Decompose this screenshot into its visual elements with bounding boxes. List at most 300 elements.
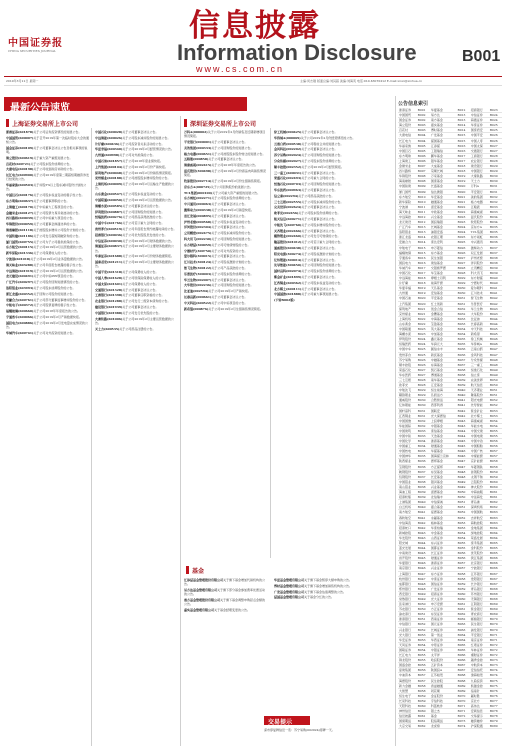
index-page[interactable]: B035 [456,337,469,342]
index-page[interactable]: B037 [417,474,430,479]
index-page[interactable]: B043 [417,530,430,535]
index-page[interactable]: B066 [489,561,502,566]
index-page[interactable]: B045 [456,439,469,444]
index-page[interactable]: B073 [489,658,502,663]
index-page[interactable]: B031 [417,408,430,413]
index-page[interactable]: B039 [456,383,469,388]
index-page[interactable]: B048 [417,581,430,586]
index-page[interactable]: B062 [456,617,469,622]
index-page[interactable]: B060 [489,479,502,484]
index-page[interactable]: B034 [417,444,430,449]
index-page[interactable]: B052 [456,510,469,515]
index-page[interactable]: B067 [489,571,502,576]
index-page[interactable]: B020 [417,296,430,301]
index-page[interactable]: B027 [489,143,502,148]
index-page[interactable]: B019 [417,286,430,291]
index-page[interactable]: B019 [456,174,469,179]
index-page[interactable]: B076 [489,693,502,698]
index-page[interactable]: B065 [456,647,469,652]
index-page[interactable]: B025 [489,123,502,128]
index-page[interactable]: B067 [489,576,502,581]
index-page[interactable]: B048 [456,474,469,479]
index-page[interactable]: B063 [489,520,502,525]
index-page[interactable]: B015 [417,250,430,255]
index-page[interactable]: B029 [417,393,430,398]
index-page[interactable]: B054 [417,642,430,647]
index-page[interactable]: B062 [489,505,502,510]
index-page[interactable]: B074 [456,724,469,729]
index-page[interactable]: B017 [456,158,469,163]
index-page[interactable]: B065 [489,551,502,556]
index-page[interactable]: B067 [456,668,469,673]
index-page[interactable]: B008 [417,179,430,184]
index-page[interactable]: B061 [417,714,430,719]
index-page[interactable]: B031 [417,413,430,418]
index-page[interactable]: B016 [456,143,469,148]
index-page[interactable]: B016 [417,260,430,265]
index-page[interactable]: B066 [489,556,502,561]
index-page[interactable]: B029 [489,169,502,174]
index-page[interactable]: B053 [489,413,502,418]
index-page[interactable]: B069 [456,688,469,693]
index-page[interactable]: B060 [417,709,430,714]
index-page[interactable]: B050 [489,383,502,388]
index-page[interactable]: B037 [489,245,502,250]
index-page[interactable]: B041 [489,291,502,296]
index-page[interactable]: B026 [417,357,430,362]
index-page[interactable]: B022 [456,204,469,209]
index-page[interactable]: B021 [417,306,430,311]
index-page[interactable]: B020 [456,189,469,194]
index-page[interactable]: B066 [456,653,469,658]
index-page[interactable]: B052 [489,398,502,403]
index-page[interactable]: B030 [489,179,502,184]
index-page[interactable]: B064 [489,535,502,540]
index-page[interactable]: B030 [417,403,430,408]
index-page[interactable]: B056 [417,668,430,673]
index-page[interactable]: B047 [456,459,469,464]
index-page[interactable]: B011 [417,204,430,209]
index-page[interactable]: B049 [417,597,430,602]
index-page[interactable]: B024 [456,230,469,235]
index-page[interactable]: B040 [456,388,469,393]
index-page[interactable]: B031 [456,296,469,301]
index-page[interactable]: B048 [456,469,469,474]
index-page[interactable]: B013 [417,225,430,230]
index-page[interactable]: B051 [417,617,430,622]
index-page[interactable]: B015 [456,133,469,138]
index-page[interactable]: B035 [489,225,502,230]
index-page[interactable]: B055 [417,658,430,663]
index-page[interactable]: B071 [489,637,502,642]
index-page[interactable]: B055 [417,653,430,658]
index-page[interactable]: B057 [456,561,469,566]
index-page[interactable]: B023 [456,214,469,219]
index-page[interactable]: B063 [489,515,502,520]
index-page[interactable]: B061 [456,607,469,612]
index-page[interactable]: B028 [489,158,502,163]
index-page[interactable]: B053 [417,637,430,642]
index-page[interactable]: B032 [489,199,502,204]
index-page[interactable]: B022 [456,209,469,214]
index-page[interactable]: B040 [456,393,469,398]
index-page[interactable]: B049 [456,479,469,484]
index-page[interactable]: B024 [456,225,469,230]
index-page[interactable]: B059 [417,698,430,703]
index-page[interactable]: B069 [456,683,469,688]
index-page[interactable]: B005 [417,143,430,148]
index-page[interactable]: B065 [489,546,502,551]
index-page[interactable]: B047 [489,347,502,352]
index-page[interactable]: B055 [489,428,502,433]
index-page[interactable]: B047 [456,464,469,469]
index-page[interactable]: B063 [489,510,502,515]
index-page[interactable]: B055 [456,540,469,545]
index-page[interactable]: B023 [489,108,502,113]
index-page[interactable]: B038 [489,260,502,265]
index-page[interactable]: B029 [456,276,469,281]
index-page[interactable]: B026 [489,138,502,143]
index-page[interactable]: B070 [456,693,469,698]
index-page[interactable]: B023 [417,327,430,332]
index-page[interactable]: B046 [456,449,469,454]
index-page[interactable]: B014 [456,128,469,133]
index-page[interactable]: B015 [456,138,469,143]
index-page[interactable]: B016 [417,255,430,260]
index-page[interactable]: B053 [417,632,430,637]
index-page[interactable]: B013 [417,230,430,235]
index-page[interactable]: B028 [417,377,430,382]
index-page[interactable]: B039 [456,377,469,382]
index-page[interactable]: B012 [417,220,430,225]
index-page[interactable]: B031 [489,184,502,189]
index-page[interactable]: B049 [489,367,502,372]
index-page[interactable]: B051 [417,612,430,617]
index-page[interactable]: B018 [456,164,469,169]
index-page[interactable]: B010 [417,194,430,199]
index-page[interactable]: B011 [417,209,430,214]
index-page[interactable]: B064 [456,632,469,637]
index-page[interactable]: B039 [489,271,502,276]
index-page[interactable]: B027 [456,255,469,260]
index-page[interactable]: B054 [489,418,502,423]
index-page[interactable]: B040 [417,500,430,505]
index-page[interactable]: B034 [417,439,430,444]
index-page[interactable]: B063 [456,622,469,627]
index-page[interactable]: B024 [417,342,430,347]
index-page[interactable]: B036 [417,464,430,469]
index-page[interactable]: B051 [489,388,502,393]
index-page[interactable]: B041 [456,403,469,408]
index-page[interactable]: B043 [489,306,502,311]
index-page[interactable]: B078 [489,714,502,719]
index-page[interactable]: B058 [489,464,502,469]
index-page[interactable]: B019 [417,291,430,296]
index-page[interactable]: B005 [417,148,430,153]
index-page[interactable]: B067 [456,663,469,668]
index-page[interactable]: B043 [489,311,502,316]
index-page[interactable]: B050 [417,607,430,612]
index-page[interactable]: B028 [417,383,430,388]
index-page[interactable]: B037 [417,469,430,474]
index-page[interactable]: B038 [417,479,430,484]
index-page[interactable]: B040 [489,281,502,286]
index-page[interactable]: B046 [456,454,469,459]
index-page[interactable]: B043 [417,535,430,540]
index-page[interactable]: B010 [417,199,430,204]
index-page[interactable]: B057 [489,449,502,454]
index-page[interactable]: B066 [489,566,502,571]
index-page[interactable]: B065 [489,540,502,545]
index-page[interactable]: B046 [417,566,430,571]
index-page[interactable]: B047 [489,352,502,357]
index-page[interactable]: B073 [489,663,502,668]
index-page[interactable]: B069 [489,607,502,612]
index-page[interactable]: B060 [417,703,430,708]
index-page[interactable]: B023 [417,332,430,337]
index-page[interactable]: B078 [489,709,502,714]
index-page[interactable]: B053 [456,520,469,525]
index-page[interactable]: B026 [417,362,430,367]
index-page[interactable]: B018 [456,169,469,174]
index-page[interactable]: B063 [456,627,469,632]
index-page[interactable]: B067 [489,581,502,586]
index-page[interactable]: B055 [456,546,469,551]
index-page[interactable]: B035 [417,454,430,459]
index-page[interactable]: B043 [456,423,469,428]
index-page[interactable]: B064 [489,525,502,530]
index-page[interactable]: B052 [417,627,430,632]
index-page[interactable]: B028 [489,153,502,158]
index-page[interactable]: B013 [456,118,469,123]
index-page[interactable]: B044 [489,321,502,326]
index-page[interactable]: B048 [417,586,430,591]
index-page[interactable]: B016 [456,148,469,153]
index-page[interactable]: B030 [417,398,430,403]
index-page[interactable]: B070 [489,617,502,622]
index-page[interactable]: B033 [456,316,469,321]
index-page[interactable]: B003 [417,128,430,133]
index-page[interactable]: B033 [489,209,502,214]
index-page[interactable]: B069 [489,602,502,607]
index-page[interactable]: B017 [417,265,430,270]
index-page[interactable]: B048 [489,357,502,362]
index-page[interactable]: B064 [489,530,502,535]
index-page[interactable]: B042 [456,413,469,418]
index-page[interactable]: B008 [417,174,430,179]
index-page[interactable]: B076 [489,688,502,693]
index-page[interactable]: B072 [489,647,502,652]
index-page[interactable]: B071 [456,709,469,714]
index-page[interactable]: B007 [417,164,430,169]
index-page[interactable]: B009 [417,184,430,189]
index-page[interactable]: B032 [456,306,469,311]
index-page[interactable]: B041 [489,286,502,291]
index-page[interactable]: B052 [489,403,502,408]
index-page[interactable]: B035 [489,230,502,235]
index-page[interactable]: B025 [456,240,469,245]
index-page[interactable]: B012 [456,108,469,113]
index-page[interactable]: B044 [456,428,469,433]
index-page[interactable]: B046 [417,561,430,566]
index-page[interactable]: B049 [417,591,430,596]
index-page[interactable]: B051 [456,500,469,505]
index-page[interactable]: B080 [489,724,502,729]
index-page[interactable]: B024 [417,337,430,342]
index-page[interactable]: B014 [417,235,430,240]
index-page[interactable]: B032 [417,418,430,423]
index-page[interactable]: B056 [456,551,469,556]
index-page[interactable]: B012 [417,214,430,219]
index-page[interactable]: B002 [417,118,430,123]
index-page[interactable]: B049 [489,372,502,377]
index-page[interactable]: B017 [417,271,430,276]
index-page[interactable]: B058 [489,459,502,464]
index-page[interactable]: B045 [456,444,469,449]
index-page[interactable]: B033 [489,204,502,209]
index-page[interactable]: B034 [456,332,469,337]
index-page[interactable]: B061 [456,602,469,607]
index-page[interactable]: B033 [417,428,430,433]
index-page[interactable]: B059 [456,586,469,591]
index-page[interactable]: B021 [456,194,469,199]
index-page[interactable]: B032 [489,194,502,199]
index-page[interactable]: B070 [456,698,469,703]
index-page[interactable]: B057 [456,566,469,571]
index-page[interactable]: B057 [489,454,502,459]
index-page[interactable]: B033 [456,321,469,326]
index-page[interactable]: B065 [456,642,469,647]
index-page[interactable]: B058 [417,683,430,688]
index-page[interactable]: B017 [456,153,469,158]
index-page[interactable]: B068 [456,673,469,678]
index-page[interactable]: B053 [456,525,469,530]
index-page[interactable]: B033 [417,434,430,439]
index-page[interactable]: B075 [489,683,502,688]
index-page[interactable]: B042 [417,520,430,525]
index-page[interactable]: B069 [489,612,502,617]
index-page[interactable]: B006 [417,153,430,158]
index-page[interactable]: B038 [489,255,502,260]
index-page[interactable]: B042 [489,301,502,306]
index-page[interactable]: B013 [456,113,469,118]
index-page[interactable]: B057 [417,678,430,683]
index-page[interactable]: B068 [489,591,502,596]
index-page[interactable]: B047 [417,571,430,576]
index-page[interactable]: B030 [489,174,502,179]
index-page[interactable]: B025 [417,347,430,352]
index-page[interactable]: B050 [456,490,469,495]
index-page[interactable]: B047 [417,576,430,581]
index-page[interactable]: B074 [489,668,502,673]
index-page[interactable]: B059 [489,474,502,479]
index-page[interactable]: B055 [489,434,502,439]
index-page[interactable]: B027 [417,367,430,372]
index-page[interactable]: B023 [456,220,469,225]
index-page[interactable]: B074 [489,673,502,678]
index-page[interactable]: B058 [456,576,469,581]
index-page[interactable]: B031 [456,301,469,306]
index-page[interactable]: B024 [489,113,502,118]
index-page[interactable]: B061 [489,490,502,495]
index-page[interactable]: B024 [489,118,502,123]
index-page[interactable]: B034 [489,220,502,225]
index-page[interactable]: B034 [489,214,502,219]
index-page[interactable]: B029 [417,388,430,393]
index-page[interactable]: B001 [417,108,430,113]
index-page[interactable]: B029 [456,281,469,286]
index-page[interactable]: B037 [456,362,469,367]
index-page[interactable]: B014 [417,240,430,245]
index-page[interactable]: B050 [417,602,430,607]
index-page[interactable]: B018 [417,276,430,281]
index-page[interactable]: B061 [417,719,430,724]
index-page[interactable]: B060 [456,597,469,602]
index-page[interactable]: B041 [417,510,430,515]
index-page[interactable]: B036 [456,347,469,352]
index-page[interactable]: B053 [489,408,502,413]
index-page[interactable]: B049 [456,484,469,489]
index-page[interactable]: B027 [417,372,430,377]
index-page[interactable]: B048 [489,362,502,367]
index-page[interactable]: B041 [456,398,469,403]
index-page[interactable]: B059 [417,693,430,698]
index-page[interactable]: B043 [456,418,469,423]
index-page[interactable]: B038 [456,367,469,372]
index-page[interactable]: B036 [489,235,502,240]
index-page[interactable]: B042 [489,296,502,301]
index-page[interactable]: B064 [456,637,469,642]
index-page[interactable]: B058 [417,688,430,693]
index-page[interactable]: B045 [417,551,430,556]
index-page[interactable]: B071 [456,703,469,708]
index-page[interactable]: B020 [417,301,430,306]
index-page[interactable]: B040 [489,276,502,281]
index-page[interactable]: B022 [417,316,430,321]
index-page[interactable]: B059 [456,581,469,586]
index-page[interactable]: B025 [417,352,430,357]
index-page[interactable]: B044 [456,434,469,439]
index-page[interactable]: B054 [417,647,430,652]
index-page[interactable]: B062 [489,500,502,505]
index-page[interactable]: B068 [489,586,502,591]
index-page[interactable]: B057 [417,673,430,678]
index-page[interactable]: B077 [489,703,502,708]
index-page[interactable]: B015 [417,245,430,250]
index-page[interactable]: B025 [456,235,469,240]
index-page[interactable]: B070 [489,627,502,632]
index-page[interactable]: B035 [456,342,469,347]
index-page[interactable]: B038 [456,372,469,377]
index-page[interactable]: B073 [456,719,469,724]
index-page[interactable]: B035 [417,449,430,454]
index-page[interactable]: B044 [417,540,430,545]
index-page[interactable]: B026 [489,133,502,138]
index-page[interactable]: B056 [417,663,430,668]
index-page[interactable]: B044 [489,316,502,321]
index-page[interactable]: B062 [456,612,469,617]
index-page[interactable]: B007 [417,169,430,174]
index-page[interactable]: B056 [489,439,502,444]
index-page[interactable]: B022 [417,321,430,326]
index-page[interactable]: B077 [489,698,502,703]
index-page[interactable]: B044 [417,546,430,551]
index-page[interactable]: B021 [456,199,469,204]
index-page[interactable]: B039 [489,265,502,270]
index-page[interactable]: B040 [417,505,430,510]
index-page[interactable]: B054 [456,535,469,540]
index-page[interactable]: B068 [489,597,502,602]
